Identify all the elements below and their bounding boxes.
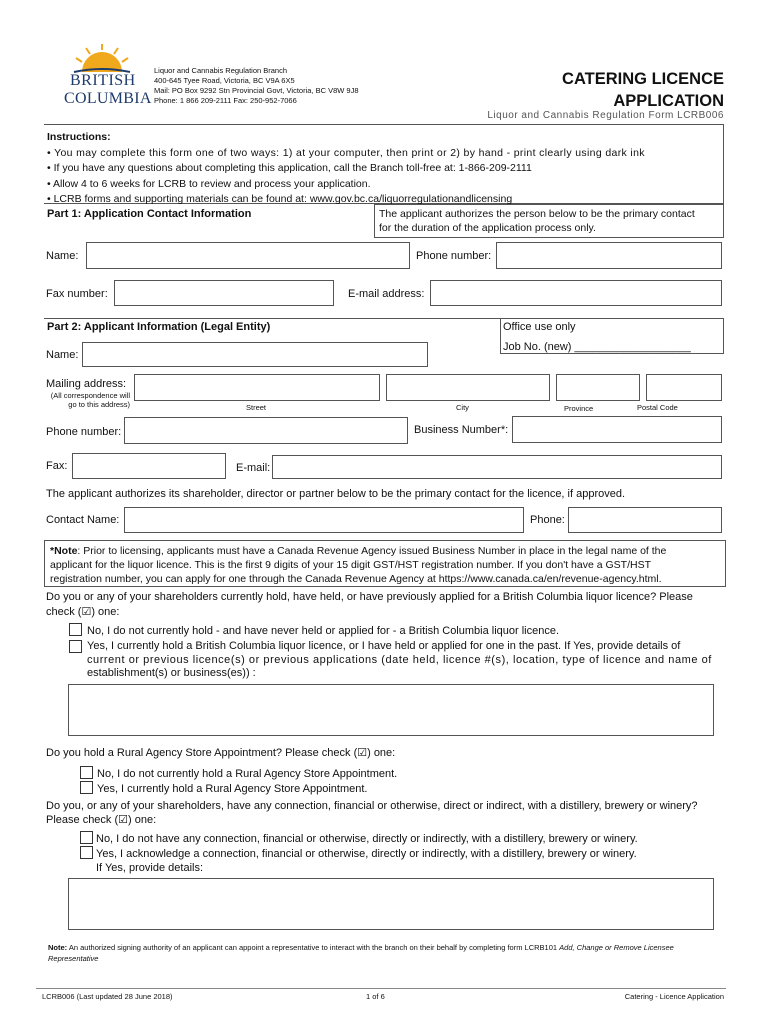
contact-phone-label: Phone: (530, 514, 565, 526)
part2-phone-label: Phone number: (46, 426, 122, 438)
note-bold: *Note (50, 545, 78, 557)
city-input[interactable] (386, 374, 550, 401)
branch-mail: Mail: PO Box 9292 Stn Provincial Govt, Victoria, BC V8W 9J8 (154, 86, 359, 95)
branch-info (154, 66, 359, 106)
q2-text: Do you hold a Rural Agency Store Appointment? Please check (☑) one: (46, 747, 396, 759)
q1-yes-line3: establishment(s) or business(es)) : (87, 667, 256, 679)
part1-heading: Part 1: Application Contact Information (47, 208, 252, 220)
instructions (47, 130, 645, 208)
instruction-item: • If you have any questions about completing this application, call the Branch toll-free at: 1-866-209-2111 (47, 162, 532, 174)
mailing-label: Mailing address: (46, 378, 127, 390)
instruction-item: • Allow 4 to 6 weeks for LCRB to review and process your application. (47, 177, 371, 190)
part2-email-input[interactable] (272, 455, 722, 479)
city-caption: City (456, 403, 469, 412)
q1-yes-checkbox[interactable] (69, 640, 82, 653)
footnote-italic1: Add, Change or Remove Licensee (559, 943, 674, 952)
mailing-note-line2: go to this address) (68, 400, 130, 409)
q3-details-label: If Yes, provide details: (96, 862, 204, 874)
footer-page: 1 of 6 (366, 992, 385, 1001)
contact-phone-input[interactable] (568, 507, 722, 533)
part2-heading-line (44, 318, 500, 319)
postal-input[interactable] (646, 374, 722, 401)
part1-fax-input[interactable] (114, 280, 334, 306)
footer-left: LCRB006 (Last updated 28 June 2018) (42, 992, 173, 1001)
part1-name-input[interactable] (86, 242, 410, 269)
part1-authorize (379, 207, 695, 235)
sun-icon (60, 42, 145, 74)
part2-fax-input[interactable] (72, 453, 226, 479)
shareholder-text: The applicant authorizes its shareholder, director or partner below to be the primary contact for the licence, if approved. (46, 488, 626, 500)
footnote-italic2: Representative (48, 954, 99, 963)
note-line2: applicant for the liquor licence. This is the first 9 digits of your 15 digit GST/HST registration number. If you don't have a GST/HST (50, 559, 651, 571)
q2-yes-label: Yes, I currently hold a Rural Agency Store Appointment. (97, 783, 368, 795)
province-caption: Province (564, 404, 594, 413)
q2-no-checkbox[interactable] (80, 766, 93, 779)
q1-line2: check (☑) one: (46, 606, 120, 618)
q2-yes-checkbox[interactable] (80, 781, 93, 794)
title-line2: APPLICATION (613, 92, 724, 110)
part1-email-input[interactable] (430, 280, 722, 306)
job-no: Job No. (new) ___________________ (503, 341, 691, 353)
q3-yes-checkbox[interactable] (80, 846, 93, 859)
authorize-line1: The applicant authorizes the person below to be the primary contact (379, 208, 695, 220)
part2-name-label: Name: (46, 349, 79, 361)
branch-name: Liquor and Cannabis Regulation Branch (154, 66, 288, 75)
part1-fax-label: Fax number: (46, 288, 108, 300)
instructions-heading: Instructions: (47, 131, 111, 143)
bc-logo (60, 42, 152, 114)
footer-divider (36, 988, 726, 989)
part2-heading: Part 2: Applicant Information (Legal Entity) (47, 321, 271, 333)
q1-yes-line2: current or previous licence(s) or previous applications (date held, licence #(s), location, type of licence and name of (87, 653, 712, 666)
q1-text (46, 590, 693, 620)
part1-name-label: Name: (46, 250, 79, 262)
part2-fax-label: Fax: (46, 460, 68, 472)
q3-no-label: No, I do not have any connection, financial or otherwise, directly or indirectly, with a distillery, brewery or winery. (96, 833, 638, 845)
part1-email-label: E-mail address: (348, 288, 425, 300)
note (50, 544, 666, 586)
logo-line2: COLUMBIA (64, 90, 152, 107)
part1-phone-input[interactable] (496, 242, 722, 269)
q3-text (46, 799, 698, 827)
part2-phone-input[interactable] (124, 417, 408, 444)
business-number-label: Business Number*: (414, 424, 509, 436)
q1-no-checkbox[interactable] (69, 623, 82, 636)
street-input[interactable] (134, 374, 380, 401)
q3-no-checkbox[interactable] (80, 831, 93, 844)
q2-no-label: No, I do not currently hold a Rural Agency Store Appointment. (97, 768, 398, 780)
part2-name-input[interactable] (82, 342, 428, 367)
instruction-item: • You may complete this form one of two ways: 1) at your computer, then print or 2) by hand - print clearly using dark ink (47, 146, 645, 159)
q1-no-label: No, I do not currently hold - and have never held or applied for - a British Columbia liquor licence. (87, 625, 560, 637)
mailing-note-line1: (All correspondence will (50, 391, 130, 400)
logo-line1: BRITISH (70, 72, 136, 89)
contact-name-label: Contact Name: (46, 514, 120, 526)
branch-phone: Phone: 1 866 209-2111 Fax: 250-952-7066 (154, 96, 297, 105)
street-caption: Street (246, 403, 267, 412)
part1-phone-label: Phone number: (416, 250, 492, 262)
footnote (48, 942, 688, 964)
footer-right: Catering - Licence Application (624, 992, 724, 1001)
q3-yes-label: Yes, I acknowledge a connection, financial or otherwise, directly or indirectly, with a distillery, brewery or winery. (96, 848, 637, 860)
q1-yes-label (87, 640, 712, 681)
q1-yes-line1: Yes, I currently hold a British Columbia liquor licence, or I have held or applied for one in the past. If Yes, provide details of (87, 640, 681, 652)
contact-name-input[interactable] (124, 507, 524, 533)
postal-caption: Postal Code (637, 403, 678, 412)
mailing-note (48, 391, 130, 409)
form-title (562, 68, 724, 112)
part2-email-label: E-mail: (236, 462, 271, 474)
province-input[interactable] (556, 374, 640, 401)
q1-details-input[interactable] (68, 684, 714, 736)
form-name: Liquor and Cannabis Regulation Form LCRB006 (487, 110, 724, 121)
authorize-line2: for the duration of the application process only. (379, 222, 596, 234)
footnote-bold: Note: (48, 943, 68, 952)
note-line1-text: : Prior to licensing, applicants must have a Canada Revenue Agency issued Business Number in place in the legal name of the (77, 545, 667, 557)
q3-line1: Do you, or any of your shareholders, have any connection, financial or otherwise, direct or indirect, with a distillery, brewery or winery? (46, 800, 698, 812)
office-use-label: Office use only (503, 321, 576, 333)
footnote-text: An authorized signing authority of an applicant can appoint a representative to interact with the branch on their behalf by completing form LCRB101 (67, 943, 560, 952)
note-line1 (50, 544, 666, 558)
business-number-input[interactable] (512, 416, 722, 443)
branch-address: 400-645 Tyee Road, Victoria, BC V9A 6X5 (154, 76, 295, 85)
q3-details-input[interactable] (68, 878, 714, 930)
q1-line1: Do you or any of your shareholders currently hold, have held, or have previously applied for a British Columbia liquor licence? Please (46, 591, 693, 603)
instruction-item: • LCRB forms and supporting materials can be found at: www.gov.bc.ca/liquorregulationandlicensing (47, 193, 513, 205)
note-line3: registration number, you can apply for one through the Canada Revenue Agency at https://www.canada.ca/en/revenue-agency.html. (50, 573, 662, 585)
q3-line2: Please check (☑) one: (46, 814, 157, 826)
title-line1: CATERING LICENCE (562, 70, 724, 88)
